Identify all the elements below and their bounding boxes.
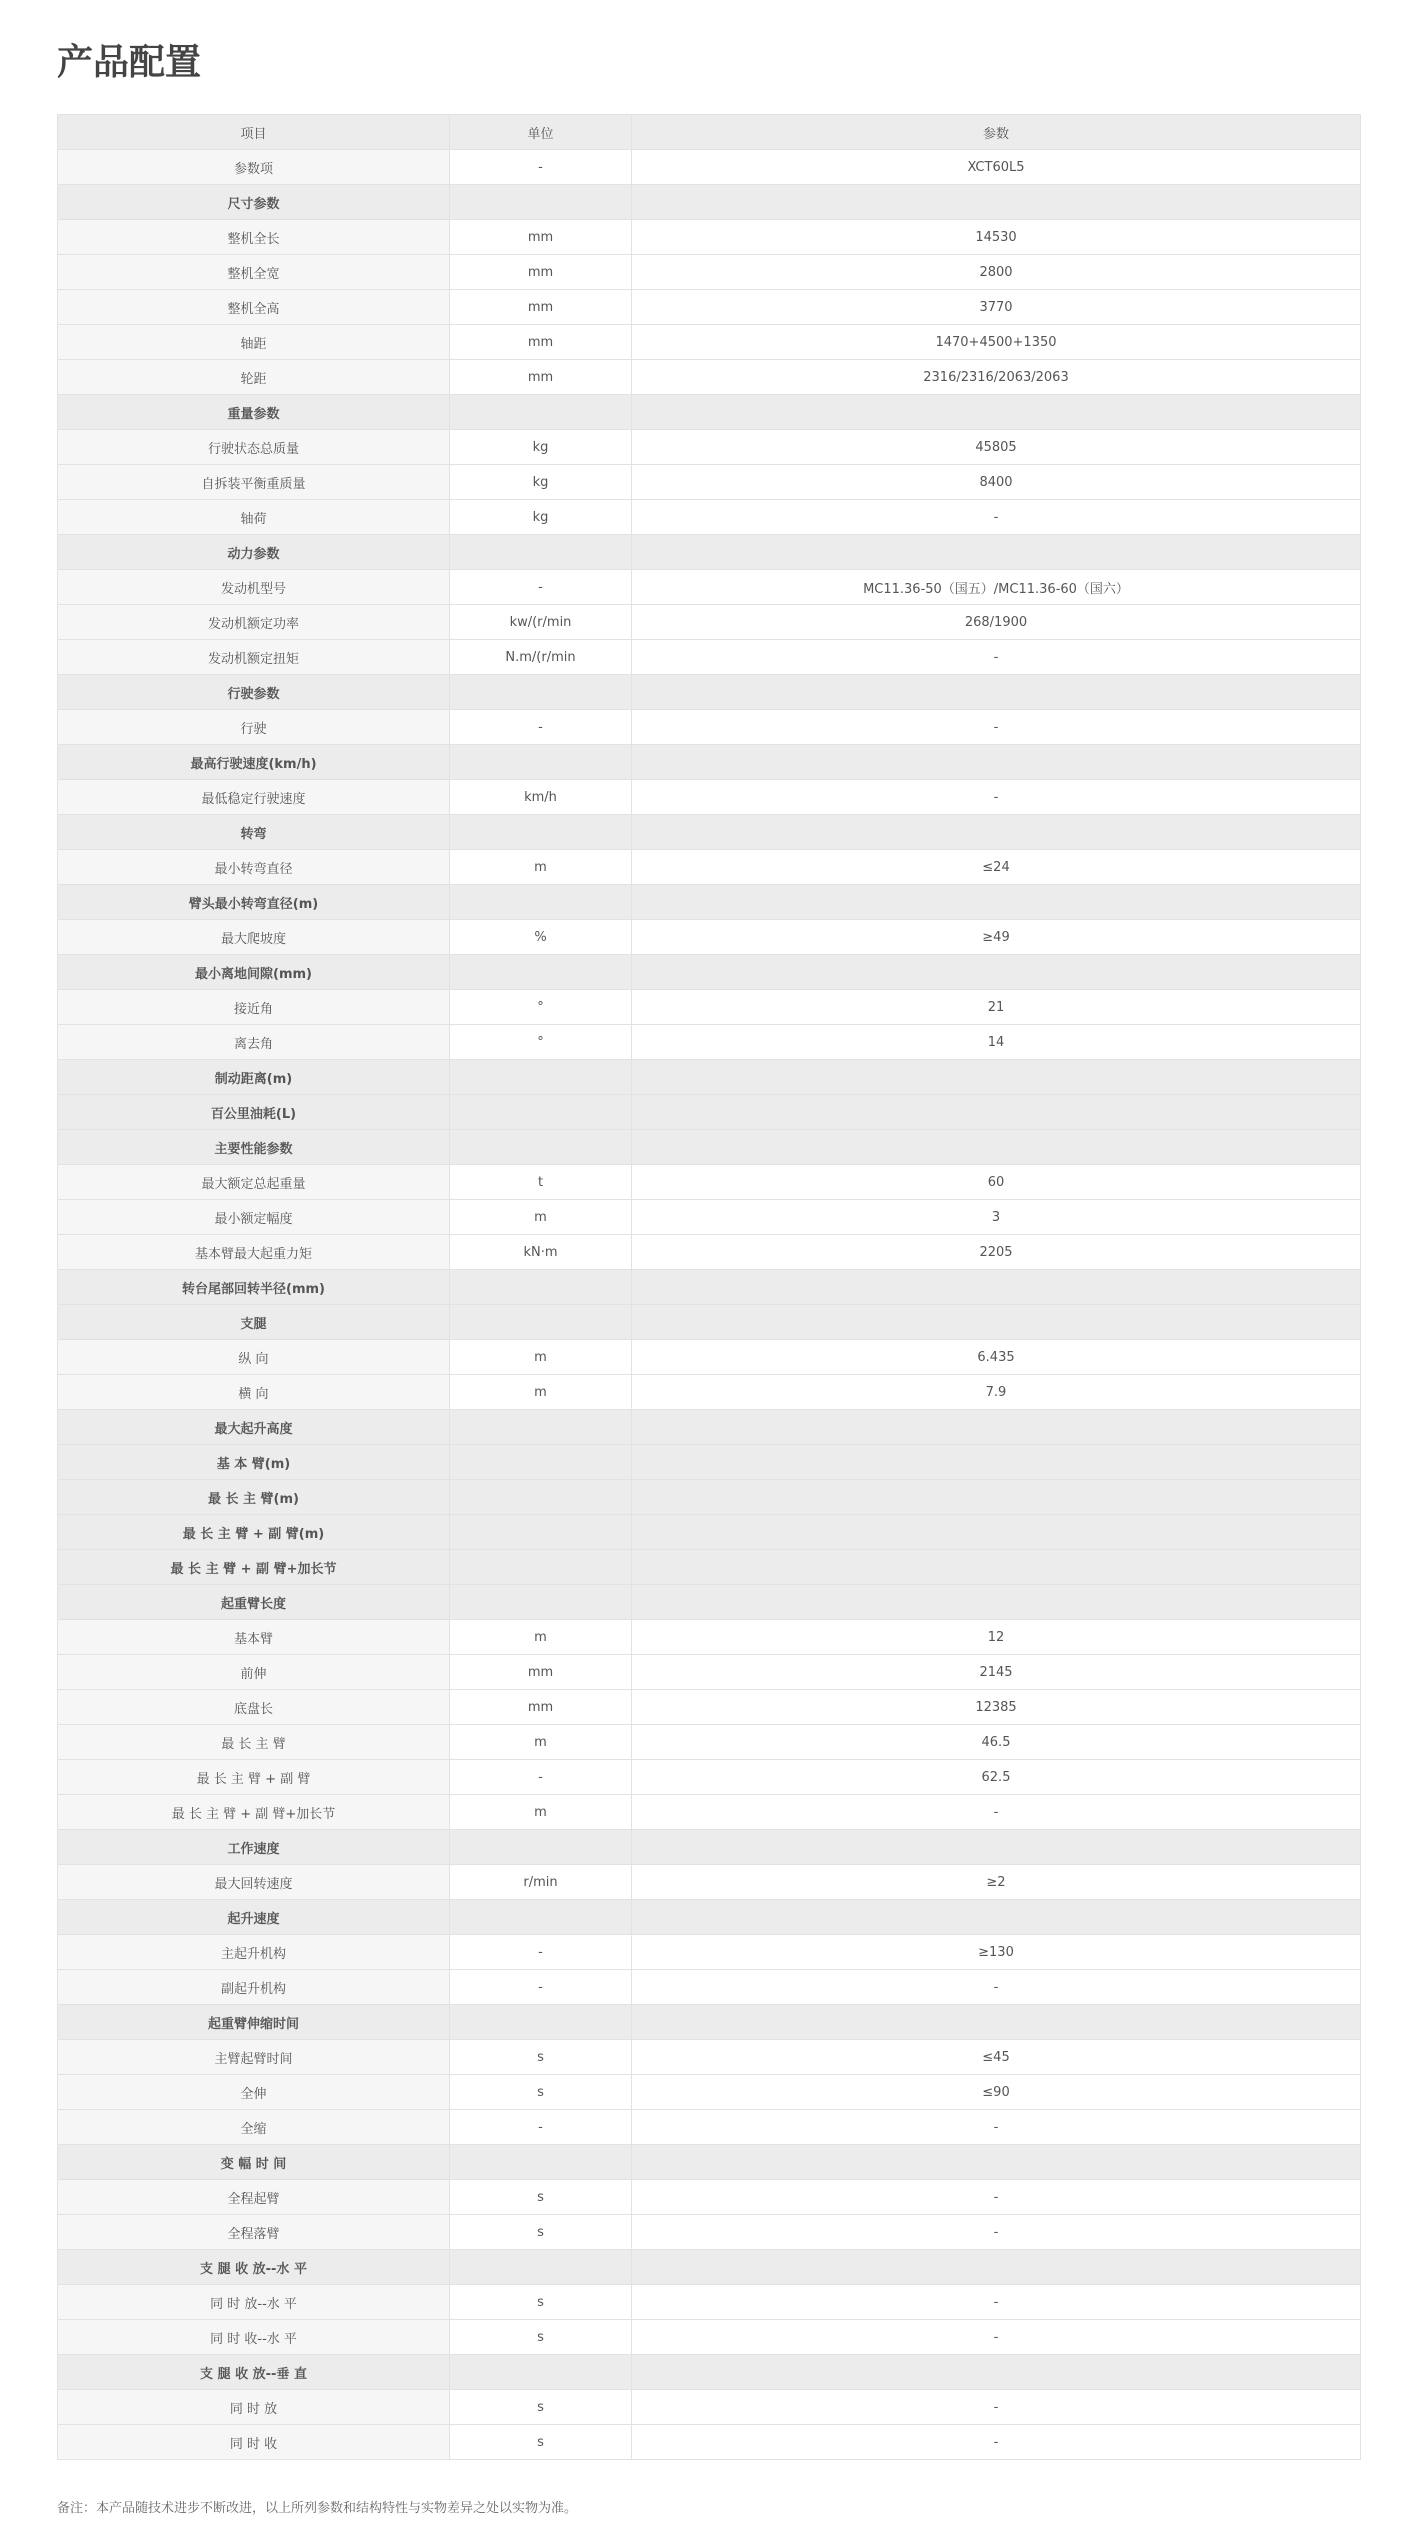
section-unit-cell bbox=[450, 1410, 632, 1445]
item-cell: 纵 向 bbox=[58, 1340, 450, 1375]
table-row bbox=[58, 2285, 1361, 2320]
unit-cell: m bbox=[450, 1795, 632, 1830]
item-cell: 发动机型号 bbox=[58, 570, 450, 605]
table-row bbox=[58, 570, 1361, 605]
unit-cell: mm bbox=[450, 290, 632, 325]
section-item-cell: 基 本 臂(m) bbox=[58, 1445, 450, 1480]
item-cell: 全程落臂 bbox=[58, 2215, 450, 2250]
section-header-row bbox=[58, 955, 1361, 990]
section-unit-cell bbox=[450, 885, 632, 920]
section-unit-cell bbox=[450, 1270, 632, 1305]
value-cell: - bbox=[632, 640, 1361, 675]
section-value-cell bbox=[632, 2005, 1361, 2040]
section-item-cell: 最 长 主 臂 + 副 臂(m) bbox=[58, 1515, 450, 1550]
table-row bbox=[58, 2215, 1361, 2250]
item-cell: 全缩 bbox=[58, 2110, 450, 2145]
table-row bbox=[58, 255, 1361, 290]
section-unit-cell bbox=[450, 395, 632, 430]
item-cell: 自拆装平衡重质量 bbox=[58, 465, 450, 500]
value-cell: - bbox=[632, 1970, 1361, 2005]
unit-cell: N.m/(r/min bbox=[450, 640, 632, 675]
value-cell: - bbox=[632, 780, 1361, 815]
table-row bbox=[58, 465, 1361, 500]
table-row bbox=[58, 1375, 1361, 1410]
table-row bbox=[58, 500, 1361, 535]
section-header-row bbox=[58, 1830, 1361, 1865]
table-header-row bbox=[58, 115, 1361, 150]
section-header-row bbox=[58, 2355, 1361, 2390]
value-cell: 8400 bbox=[632, 465, 1361, 500]
unit-cell: s bbox=[450, 2390, 632, 2425]
item-cell: 整机全长 bbox=[58, 220, 450, 255]
section-unit-cell bbox=[450, 2145, 632, 2180]
value-cell: - bbox=[632, 2390, 1361, 2425]
table-row bbox=[58, 360, 1361, 395]
section-unit-cell bbox=[450, 1585, 632, 1620]
value-cell: 2316/2316/2063/2063 bbox=[632, 360, 1361, 395]
value-cell: - bbox=[632, 2425, 1361, 2460]
value-cell: 2145 bbox=[632, 1655, 1361, 1690]
section-header-row bbox=[58, 1515, 1361, 1550]
unit-cell: s bbox=[450, 2285, 632, 2320]
section-value-cell bbox=[632, 1060, 1361, 1095]
item-cell: 副起升机构 bbox=[58, 1970, 450, 2005]
table-row bbox=[58, 2110, 1361, 2145]
value-cell: ≤24 bbox=[632, 850, 1361, 885]
table-row bbox=[58, 2075, 1361, 2110]
unit-cell: kw/(r/min bbox=[450, 605, 632, 640]
section-value-cell bbox=[632, 535, 1361, 570]
section-header-row bbox=[58, 1410, 1361, 1445]
section-item-cell: 转弯 bbox=[58, 815, 450, 850]
table-row bbox=[58, 430, 1361, 465]
item-cell: 同 时 收 bbox=[58, 2425, 450, 2460]
item-cell: 最小转弯直径 bbox=[58, 850, 450, 885]
section-value-cell bbox=[632, 395, 1361, 430]
section-item-cell: 最 长 主 臂 + 副 臂+加长节 bbox=[58, 1550, 450, 1585]
section-value-cell bbox=[632, 185, 1361, 220]
section-value-cell bbox=[632, 1515, 1361, 1550]
section-item-cell: 工作速度 bbox=[58, 1830, 450, 1865]
table-row bbox=[58, 1970, 1361, 2005]
unit-cell: mm bbox=[450, 325, 632, 360]
section-unit-cell bbox=[450, 955, 632, 990]
unit-cell: ° bbox=[450, 1025, 632, 1060]
unit-cell: s bbox=[450, 2040, 632, 2075]
section-item-cell: 制动距离(m) bbox=[58, 1060, 450, 1095]
item-cell: 轮距 bbox=[58, 360, 450, 395]
value-cell: - bbox=[632, 2180, 1361, 2215]
section-value-cell bbox=[632, 885, 1361, 920]
value-cell: 21 bbox=[632, 990, 1361, 1025]
section-item-cell: 起重臂伸缩时间 bbox=[58, 2005, 450, 2040]
section-item-cell: 动力参数 bbox=[58, 535, 450, 570]
section-item-cell: 重量参数 bbox=[58, 395, 450, 430]
item-cell: 行驶 bbox=[58, 710, 450, 745]
section-header-row bbox=[58, 1585, 1361, 1620]
table-row bbox=[58, 920, 1361, 955]
table-row bbox=[58, 2390, 1361, 2425]
unit-cell: s bbox=[450, 2075, 632, 2110]
section-item-cell: 起升速度 bbox=[58, 1900, 450, 1935]
value-cell: - bbox=[632, 500, 1361, 535]
unit-cell: m bbox=[450, 1725, 632, 1760]
value-cell: - bbox=[632, 2215, 1361, 2250]
section-item-cell: 最大起升高度 bbox=[58, 1410, 450, 1445]
section-unit-cell bbox=[450, 675, 632, 710]
section-unit-cell bbox=[450, 2355, 632, 2390]
unit-cell: m bbox=[450, 1200, 632, 1235]
table-row bbox=[58, 325, 1361, 360]
unit-cell: ° bbox=[450, 990, 632, 1025]
table-row bbox=[58, 990, 1361, 1025]
item-cell: 轴距 bbox=[58, 325, 450, 360]
section-unit-cell bbox=[450, 1480, 632, 1515]
table-row bbox=[58, 1620, 1361, 1655]
section-header-row bbox=[58, 1445, 1361, 1480]
section-header-row bbox=[58, 2005, 1361, 2040]
table-row bbox=[58, 1725, 1361, 1760]
item-cell: 最 长 主 臂 + 副 臂 bbox=[58, 1760, 450, 1795]
section-header-row bbox=[58, 885, 1361, 920]
item-cell: 最大爬坡度 bbox=[58, 920, 450, 955]
section-value-cell bbox=[632, 955, 1361, 990]
unit-cell: - bbox=[450, 2110, 632, 2145]
value-cell: 2800 bbox=[632, 255, 1361, 290]
item-cell: 基本臂 bbox=[58, 1620, 450, 1655]
section-item-cell: 尺寸参数 bbox=[58, 185, 450, 220]
unit-cell: s bbox=[450, 2215, 632, 2250]
item-cell: 整机全宽 bbox=[58, 255, 450, 290]
item-cell: 横 向 bbox=[58, 1375, 450, 1410]
table-row bbox=[58, 1165, 1361, 1200]
table-row bbox=[58, 2180, 1361, 2215]
section-value-cell bbox=[632, 1900, 1361, 1935]
section-value-cell bbox=[632, 1445, 1361, 1480]
value-cell: MC11.36-50（国五）/MC11.36-60（国六） bbox=[632, 570, 1361, 605]
value-cell: XCT60L5 bbox=[632, 150, 1361, 185]
value-cell: 62.5 bbox=[632, 1760, 1361, 1795]
table-row bbox=[58, 1235, 1361, 1270]
section-item-cell: 最高行驶速度(km/h) bbox=[58, 745, 450, 780]
unit-cell: kg bbox=[450, 465, 632, 500]
section-value-cell bbox=[632, 675, 1361, 710]
value-cell: - bbox=[632, 2285, 1361, 2320]
section-unit-cell bbox=[450, 1130, 632, 1165]
value-cell: ≥2 bbox=[632, 1865, 1361, 1900]
section-value-cell bbox=[632, 815, 1361, 850]
table-row bbox=[58, 850, 1361, 885]
section-header-row bbox=[58, 1270, 1361, 1305]
item-cell: 基本臂最大起重力矩 bbox=[58, 1235, 450, 1270]
value-cell: 14530 bbox=[632, 220, 1361, 255]
value-cell: 1470+4500+1350 bbox=[632, 325, 1361, 360]
section-value-cell bbox=[632, 1130, 1361, 1165]
table-row bbox=[58, 1795, 1361, 1830]
value-cell: 3770 bbox=[632, 290, 1361, 325]
section-header-row bbox=[58, 2250, 1361, 2285]
item-cell: 发动机额定功率 bbox=[58, 605, 450, 640]
value-cell: ≤90 bbox=[632, 2075, 1361, 2110]
section-value-cell bbox=[632, 1550, 1361, 1585]
section-header-row bbox=[58, 1060, 1361, 1095]
section-header-row bbox=[58, 2145, 1361, 2180]
item-cell: 离去角 bbox=[58, 1025, 450, 1060]
unit-cell: m bbox=[450, 1620, 632, 1655]
value-cell: 12 bbox=[632, 1620, 1361, 1655]
section-value-cell bbox=[632, 2145, 1361, 2180]
table-row bbox=[58, 220, 1361, 255]
table-row bbox=[58, 1760, 1361, 1795]
item-cell: 最 长 主 臂 bbox=[58, 1725, 450, 1760]
item-cell: 最小额定幅度 bbox=[58, 1200, 450, 1235]
value-cell: - bbox=[632, 1795, 1361, 1830]
table-row bbox=[58, 1025, 1361, 1060]
section-item-cell: 行驶参数 bbox=[58, 675, 450, 710]
item-cell: 参数项 bbox=[58, 150, 450, 185]
item-cell: 全程起臂 bbox=[58, 2180, 450, 2215]
table-row bbox=[58, 2320, 1361, 2355]
table-row bbox=[58, 1865, 1361, 1900]
item-cell: 发动机额定扭矩 bbox=[58, 640, 450, 675]
unit-cell: t bbox=[450, 1165, 632, 1200]
value-cell: - bbox=[632, 2320, 1361, 2355]
item-cell: 最低稳定行驶速度 bbox=[58, 780, 450, 815]
section-header-row bbox=[58, 535, 1361, 570]
section-item-cell: 百公里油耗(L) bbox=[58, 1095, 450, 1130]
section-header-row bbox=[58, 745, 1361, 780]
section-header-row bbox=[58, 1305, 1361, 1340]
unit-cell: s bbox=[450, 2180, 632, 2215]
section-value-cell bbox=[632, 1830, 1361, 1865]
section-unit-cell bbox=[450, 1550, 632, 1585]
item-cell: 全伸 bbox=[58, 2075, 450, 2110]
item-cell: 同 时 收--水 平 bbox=[58, 2320, 450, 2355]
table-row bbox=[58, 2040, 1361, 2075]
item-cell: 最大回转速度 bbox=[58, 1865, 450, 1900]
section-header-row bbox=[58, 185, 1361, 220]
table-row bbox=[58, 1655, 1361, 1690]
value-cell: 46.5 bbox=[632, 1725, 1361, 1760]
unit-cell: mm bbox=[450, 1655, 632, 1690]
item-cell: 接近角 bbox=[58, 990, 450, 1025]
header-unit: 单位 bbox=[450, 115, 632, 150]
unit-cell: m bbox=[450, 850, 632, 885]
value-cell: - bbox=[632, 2110, 1361, 2145]
unit-cell: - bbox=[450, 1970, 632, 2005]
section-header-row bbox=[58, 1900, 1361, 1935]
value-cell: 2205 bbox=[632, 1235, 1361, 1270]
section-item-cell: 变 幅 时 间 bbox=[58, 2145, 450, 2180]
section-unit-cell bbox=[450, 1060, 632, 1095]
value-cell: ≥130 bbox=[632, 1935, 1361, 1970]
unit-cell: - bbox=[450, 710, 632, 745]
unit-cell: - bbox=[450, 150, 632, 185]
value-cell: 6.435 bbox=[632, 1340, 1361, 1375]
section-header-row bbox=[58, 815, 1361, 850]
value-cell: 7.9 bbox=[632, 1375, 1361, 1410]
unit-cell: mm bbox=[450, 1690, 632, 1725]
section-item-cell: 转台尾部回转半径(mm) bbox=[58, 1270, 450, 1305]
header-item: 项目 bbox=[58, 115, 450, 150]
item-cell: 整机全高 bbox=[58, 290, 450, 325]
table-row bbox=[58, 710, 1361, 745]
section-header-row bbox=[58, 1130, 1361, 1165]
section-unit-cell bbox=[450, 185, 632, 220]
unit-cell: km/h bbox=[450, 780, 632, 815]
unit-cell: s bbox=[450, 2425, 632, 2460]
item-cell: 行驶状态总质量 bbox=[58, 430, 450, 465]
section-unit-cell bbox=[450, 1095, 632, 1130]
section-header-row bbox=[58, 1480, 1361, 1515]
value-cell: 14 bbox=[632, 1025, 1361, 1060]
section-item-cell: 起重臂长度 bbox=[58, 1585, 450, 1620]
table-row bbox=[58, 1340, 1361, 1375]
item-cell: 同 时 放 bbox=[58, 2390, 450, 2425]
unit-cell: mm bbox=[450, 220, 632, 255]
table-row bbox=[58, 1200, 1361, 1235]
section-unit-cell bbox=[450, 535, 632, 570]
item-cell: 主臂起臂时间 bbox=[58, 2040, 450, 2075]
section-unit-cell bbox=[450, 1445, 632, 1480]
table-row bbox=[58, 1935, 1361, 1970]
section-item-cell: 支 腿 收 放--水 平 bbox=[58, 2250, 450, 2285]
section-value-cell bbox=[632, 2355, 1361, 2390]
table-row bbox=[58, 640, 1361, 675]
section-value-cell bbox=[632, 1585, 1361, 1620]
unit-cell: kN·m bbox=[450, 1235, 632, 1270]
section-value-cell bbox=[632, 1270, 1361, 1305]
section-value-cell bbox=[632, 1410, 1361, 1445]
spec-table bbox=[57, 114, 1361, 2460]
section-item-cell: 支腿 bbox=[58, 1305, 450, 1340]
unit-cell: - bbox=[450, 1760, 632, 1795]
footnote: 备注：本产品随技术进步不断改进，以上所列参数和结构特性与实物差异之处以实物为准。 bbox=[57, 2501, 578, 2516]
unit-cell: - bbox=[450, 570, 632, 605]
section-item-cell: 臂头最小转弯直径(m) bbox=[58, 885, 450, 920]
item-cell: 轴荷 bbox=[58, 500, 450, 535]
table-row bbox=[58, 780, 1361, 815]
section-value-cell bbox=[632, 1480, 1361, 1515]
section-unit-cell bbox=[450, 1305, 632, 1340]
value-cell: 45805 bbox=[632, 430, 1361, 465]
unit-cell: r/min bbox=[450, 1865, 632, 1900]
section-header-row bbox=[58, 675, 1361, 710]
section-header-row bbox=[58, 1550, 1361, 1585]
header-value: 参数 bbox=[632, 115, 1361, 150]
section-value-cell bbox=[632, 1305, 1361, 1340]
spec-table-body bbox=[58, 150, 1361, 2460]
value-cell: ≥49 bbox=[632, 920, 1361, 955]
unit-cell: m bbox=[450, 1340, 632, 1375]
section-unit-cell bbox=[450, 2005, 632, 2040]
item-cell: 最大额定总起重量 bbox=[58, 1165, 450, 1200]
page-title: 产品配置 bbox=[57, 42, 202, 83]
unit-cell: % bbox=[450, 920, 632, 955]
unit-cell: mm bbox=[450, 255, 632, 290]
value-cell: ≤45 bbox=[632, 2040, 1361, 2075]
unit-cell: - bbox=[450, 1935, 632, 1970]
section-unit-cell bbox=[450, 2250, 632, 2285]
section-value-cell bbox=[632, 745, 1361, 780]
unit-cell: s bbox=[450, 2320, 632, 2355]
unit-cell: kg bbox=[450, 430, 632, 465]
unit-cell: kg bbox=[450, 500, 632, 535]
value-cell: - bbox=[632, 710, 1361, 745]
item-cell: 底盘长 bbox=[58, 1690, 450, 1725]
table-row bbox=[58, 150, 1361, 185]
section-item-cell: 最小离地间隙(mm) bbox=[58, 955, 450, 990]
section-header-row bbox=[58, 395, 1361, 430]
table-row bbox=[58, 290, 1361, 325]
section-unit-cell bbox=[450, 815, 632, 850]
table-row bbox=[58, 1690, 1361, 1725]
item-cell: 前伸 bbox=[58, 1655, 450, 1690]
value-cell: 60 bbox=[632, 1165, 1361, 1200]
section-header-row bbox=[58, 1095, 1361, 1130]
section-value-cell bbox=[632, 2250, 1361, 2285]
table-row bbox=[58, 605, 1361, 640]
item-cell: 最 长 主 臂 + 副 臂+加长节 bbox=[58, 1795, 450, 1830]
section-item-cell: 支 腿 收 放--垂 直 bbox=[58, 2355, 450, 2390]
section-value-cell bbox=[632, 1095, 1361, 1130]
value-cell: 268/1900 bbox=[632, 605, 1361, 640]
section-unit-cell bbox=[450, 1830, 632, 1865]
section-unit-cell bbox=[450, 1515, 632, 1550]
section-unit-cell bbox=[450, 1900, 632, 1935]
unit-cell: m bbox=[450, 1375, 632, 1410]
table-row bbox=[58, 2425, 1361, 2460]
value-cell: 3 bbox=[632, 1200, 1361, 1235]
value-cell: 12385 bbox=[632, 1690, 1361, 1725]
section-item-cell: 主要性能参数 bbox=[58, 1130, 450, 1165]
section-unit-cell bbox=[450, 745, 632, 780]
item-cell: 同 时 放--水 平 bbox=[58, 2285, 450, 2320]
unit-cell: mm bbox=[450, 360, 632, 395]
section-item-cell: 最 长 主 臂(m) bbox=[58, 1480, 450, 1515]
item-cell: 主起升机构 bbox=[58, 1935, 450, 1970]
